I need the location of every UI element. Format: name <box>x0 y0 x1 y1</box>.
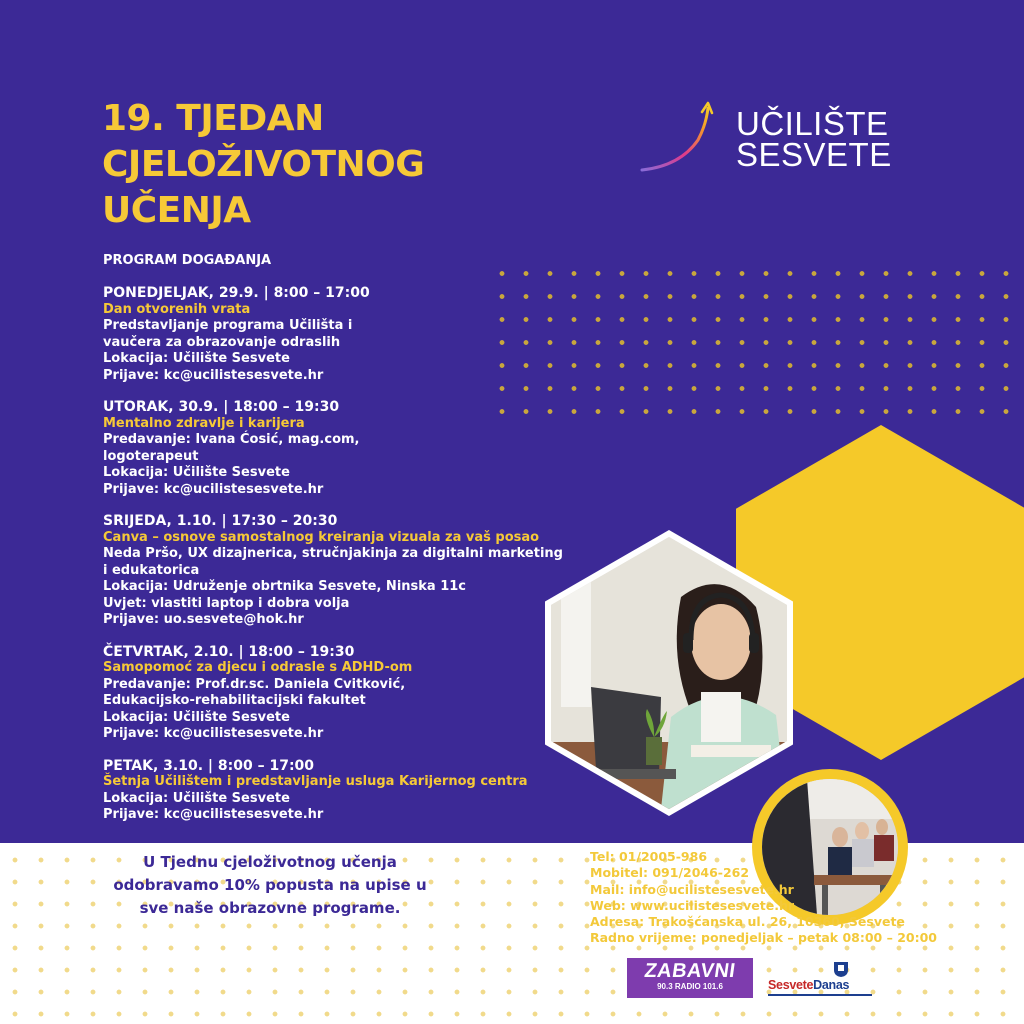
event-detail: logoterapeut <box>103 448 199 464</box>
event-date-time: ČETVRTAK, 2.10. | 18:00 – 19:30 <box>103 643 355 660</box>
event-title: Šetnja Učilištem i predstavljanje usluga Karijernog centra <box>103 774 528 789</box>
program-subtitle: PROGRAM DOGAĐANJA <box>103 253 272 268</box>
event-detail: Prijave: kc@ucilistesesvete.hr <box>103 481 324 497</box>
event-detail: Neda Pršo, UX dizajnerica, stručnjakinja za digitalni marketing <box>103 546 563 561</box>
logo-line-1: UČILIŠTE <box>736 105 889 142</box>
crest-icon <box>832 960 850 978</box>
sesvete-danas-text <box>768 978 849 992</box>
event-detail: Lokacija: Učilište Sesvete <box>103 465 290 480</box>
radio-frequency: 90.3 RADIO 101.6 <box>657 982 723 991</box>
contact-line: Tel: 01/2005-986 <box>590 849 708 864</box>
event-title: Dan otvorenih vrata <box>103 301 251 317</box>
event-title: Canva – osnove samostalnog kreiranja vizuala za vaš posao <box>103 529 540 545</box>
event-detail: Lokacija: Učilište Sesvete <box>103 351 290 366</box>
event-title: Samopomoć za djecu i odrasle s ADHD-om <box>103 660 413 675</box>
contact-line: Mail: info@ucilistesesvete.hr <box>590 881 794 897</box>
event-detail: vaučera za obrazovanje odraslih <box>103 334 341 350</box>
event-item <box>103 285 608 384</box>
event-date-time: SRIJEDA, 1.10. | 17:30 – 20:30 <box>103 513 338 529</box>
event-detail: Edukacijsko-rehabilitacijski fakultet <box>103 693 366 708</box>
event-item <box>103 513 608 629</box>
news-part-1: Sesvete <box>768 978 814 992</box>
logo-text <box>736 105 892 173</box>
event-detail: i edukatorica <box>103 562 200 578</box>
arrow-swoosh-icon <box>640 100 720 180</box>
sesvete-danas-logo[interactable] <box>764 958 874 998</box>
event-detail: Predstavljanje programa Učilišta i <box>103 318 353 333</box>
event-item <box>103 758 608 824</box>
logo-line-2: SESVETE <box>736 136 892 173</box>
event-item <box>103 399 608 498</box>
event-detail: Lokacija: Učilište Sesvete <box>103 790 290 806</box>
event-detail: Predavanje: Ivana Ćosić, mag.com, <box>103 432 360 447</box>
event-title: Mentalno zdravlje i karijera <box>103 415 305 431</box>
event-detail: Prijave: uo.sesvete@hok.hr <box>103 612 304 627</box>
zabavni-radio-logo[interactable] <box>627 958 753 998</box>
contact-line: Web: www.ucilistesesvete.hr <box>590 897 795 913</box>
contact-info <box>590 849 1010 947</box>
event-detail: Lokacija: Udruženje obrtnika Sesvete, Ninska 11c <box>103 579 467 594</box>
page-title: 19. TJEDAN CJELOŽIVOTNOG UČENJA <box>102 98 425 231</box>
event-detail: Prijave: kc@ucilistesesvete.hr <box>103 726 324 741</box>
event-detail: Prijave: kc@ucilistesesvete.hr <box>103 807 324 822</box>
contact-line: Mobitel: 091/2046-262 <box>590 865 750 881</box>
event-date-time: UTORAK, 30.9. | 18:00 – 19:30 <box>103 399 340 415</box>
contact-line: Adresa: Trakošćanska ul. 26, 10360, Sesvete <box>590 914 905 930</box>
event-item <box>103 644 608 743</box>
logo-underline <box>768 994 872 996</box>
radio-name: ZABAVNI <box>643 960 737 982</box>
event-list <box>103 285 608 839</box>
event-detail: Predavanje: Prof.dr.sc. Daniela Cvitković, <box>103 676 406 692</box>
event-detail: Lokacija: Učilište Sesvete <box>103 709 290 725</box>
event-date-time: PONEDJELJAK, 29.9. | 8:00 – 17:00 <box>103 285 370 301</box>
news-part-2: Danas <box>813 978 850 992</box>
discount-promo: U Tjednu cjeloživotnog učenja odobravamo 10% popusta na upise u sve naše obrazovne programe. <box>113 853 427 917</box>
event-detail: Uvjet: vlastiti laptop i dobra volja <box>103 595 350 611</box>
contact-line: Radno vrijeme: ponedjeljak – petak 08:00 – 20:00 <box>590 930 937 946</box>
uciliste-logo <box>640 100 940 180</box>
event-detail: Prijave: kc@ucilistesesvete.hr <box>103 367 324 383</box>
event-date-time: PETAK, 3.10. | 8:00 – 17:00 <box>103 757 315 774</box>
